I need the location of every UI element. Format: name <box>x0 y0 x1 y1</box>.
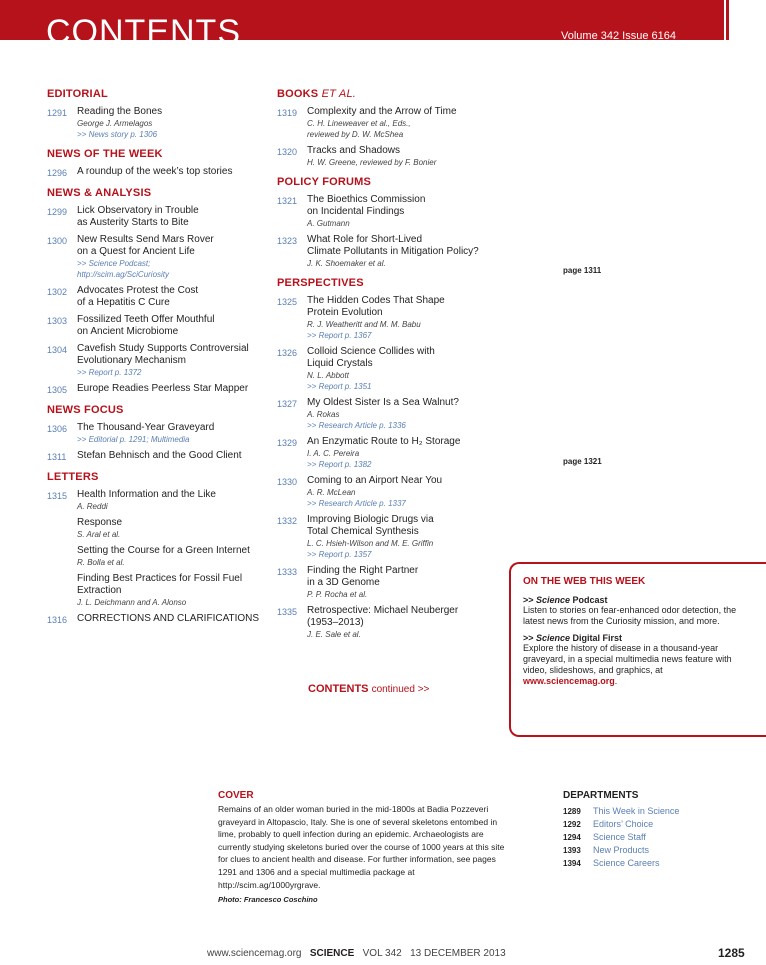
entry-author: R. J. Weatheritt and M. M. Babu <box>307 320 421 329</box>
entry-author-line2: reviewed by D. W. McShea <box>307 130 404 139</box>
entry-cross-reference[interactable]: >> Research Article p. 1337 <box>307 499 406 508</box>
toc-section <box>47 148 262 179</box>
middle-column <box>277 88 507 648</box>
department-label: Editors’ Choice <box>593 819 654 829</box>
entry-body <box>77 314 262 338</box>
entry-title-line2: Protein Evolution <box>307 307 383 318</box>
section-heading <box>277 88 507 100</box>
entry-title-line2: Total Chemical Synthesis <box>307 526 419 537</box>
photo-caption-page-1321: page 1321 <box>563 457 602 466</box>
web-item-title <box>523 633 756 643</box>
web-item-italic: Science <box>536 633 571 643</box>
page-number: 1285 <box>718 946 745 960</box>
entry-author: L. C. Hsieh-Wilson and M. E. Griffin <box>307 539 434 548</box>
entry-title: New Results Send Mars Rover <box>77 234 214 245</box>
entry-body <box>307 194 507 229</box>
web-item-body-text: Explore the history of disease in a thousand-year graveyard, in a special multimedia news feature with video, slideshows, and graphics, at <box>523 643 732 675</box>
entry-author: R. Bolla et al. <box>77 558 125 567</box>
photo-caption-page-1311: page 1311 <box>563 266 602 275</box>
section-heading <box>47 148 262 160</box>
entry-page-number: 1319 <box>277 108 298 118</box>
entry-body <box>307 106 507 140</box>
entry-body <box>77 450 262 463</box>
entry-body <box>307 475 507 509</box>
toc-entry[interactable] <box>47 545 262 568</box>
toc-section <box>47 471 262 626</box>
department-item[interactable] <box>563 857 753 870</box>
entry-page-number: 1304 <box>47 345 68 355</box>
cover-photo-credit: Photo: Francesco Coschino <box>218 895 318 905</box>
toc-entry[interactable] <box>47 383 262 396</box>
entry-title: What Role for Short-Lived <box>307 234 423 245</box>
entry-title: Complexity and the Arrow of Time <box>307 106 457 117</box>
web-item-title-text: Digital First <box>570 633 623 643</box>
entry-body <box>77 613 262 626</box>
entry-title: Setting the Course for a Green Internet <box>77 545 250 556</box>
toc-entry[interactable] <box>277 106 507 140</box>
section-heading-em: ET AL. <box>321 88 357 100</box>
entry-title: Improving Biologic Drugs via <box>307 514 434 525</box>
entry-page-number: 1302 <box>47 287 68 297</box>
entry-author: A. R. McLean <box>307 488 356 497</box>
entry-cross-reference[interactable]: >> Science Podcast; <box>77 259 151 268</box>
on-the-web-heading: ON THE WEB THIS WEEK <box>523 576 646 587</box>
entry-title-line2: Liquid Crystals <box>307 358 373 369</box>
section-heading-text: NEWS OF THE WEEK <box>47 148 163 160</box>
department-item[interactable] <box>563 818 753 831</box>
entry-author: I. A. C. Pereira <box>307 449 360 458</box>
entry-author: J. L. Deichmann and A. Alonso <box>77 598 187 607</box>
entry-title: An Enzymatic Route to H₂ Storage <box>307 436 461 447</box>
entry-body <box>307 605 507 640</box>
entry-title: Tracks and Shadows <box>307 145 401 156</box>
entry-body <box>307 514 507 560</box>
entry-page-number: 1296 <box>47 168 68 178</box>
department-page: 1292 <box>563 820 581 829</box>
section-heading <box>277 176 507 188</box>
entry-title: Stefan Behnisch and the Good Client <box>77 450 242 461</box>
entry-body <box>77 234 262 280</box>
entry-author: N. L. Abbott <box>307 371 349 380</box>
department-label: Science Careers <box>593 858 660 868</box>
department-item[interactable] <box>563 844 753 857</box>
on-the-web-box <box>509 562 766 737</box>
toc-entry[interactable] <box>47 106 262 140</box>
web-item-title-text: Podcast <box>570 595 608 605</box>
entry-body <box>307 234 507 269</box>
volume-issue: Volume 342 Issue 6164 <box>561 30 676 42</box>
toc-entry[interactable] <box>47 285 262 309</box>
entry-body <box>77 343 262 378</box>
section-heading-text: POLICY FORUMS <box>277 176 372 188</box>
department-page: 1394 <box>563 859 581 868</box>
entry-page-number: 1300 <box>47 236 68 246</box>
entry-title: Coming to an Airport Near You <box>307 475 443 486</box>
entry-cross-reference[interactable]: >> Report p. 1382 <box>307 460 372 469</box>
entry-page-number: 1306 <box>47 424 68 434</box>
entry-body <box>77 545 262 568</box>
contents-continued-label: CONTENTS <box>308 683 369 695</box>
entry-cross-reference[interactable]: >> News story p. 1306 <box>77 130 158 139</box>
entry-title-line2: of a Hepatitis C Cure <box>77 297 170 308</box>
departments-heading: DEPARTMENTS <box>563 790 639 801</box>
toc-entry[interactable] <box>47 314 262 338</box>
entry-author: P. P. Rocha et al. <box>307 590 368 599</box>
entry-author: J. K. Shoemaker et al. <box>307 259 386 268</box>
entry-page-number: 1327 <box>277 399 298 409</box>
entry-title: Reading the Bones <box>77 106 163 117</box>
department-item[interactable] <box>563 831 753 844</box>
toc-section <box>47 187 262 396</box>
entry-author: George J. Armelagos <box>77 119 153 128</box>
entry-author: S. Aral et al. <box>77 530 121 539</box>
entry-title: The Bioethics Commission <box>307 194 426 205</box>
toc-entry[interactable] <box>47 613 262 626</box>
toc-entry[interactable] <box>47 205 262 229</box>
toc-entry[interactable] <box>277 436 507 470</box>
entry-page-number: 1311 <box>47 452 67 462</box>
entry-author: A. Gutmann <box>307 219 350 228</box>
contents-continued-link[interactable] <box>308 683 429 695</box>
entry-title: Finding Best Practices for Fossil Fuel <box>77 573 243 584</box>
entry-page-number: 1333 <box>277 567 298 577</box>
department-label: This Week in Science <box>593 806 680 816</box>
web-item-podcast <box>523 595 756 627</box>
entry-body <box>77 205 262 229</box>
entry-title: My Oldest Sister Is a Sea Walnut? <box>307 397 459 408</box>
contents-continued-suffix: continued >> <box>371 684 430 695</box>
footer-volume: VOL 342 <box>362 948 402 959</box>
toc-entry[interactable] <box>47 489 262 512</box>
toc-section <box>277 88 507 168</box>
entry-title-line2: on a Quest for Ancient Life <box>77 246 195 257</box>
section-heading <box>277 277 507 289</box>
entry-page-number: 1330 <box>277 477 298 487</box>
entry-author: A. Rokas <box>307 410 340 419</box>
entry-body <box>77 285 262 309</box>
entry-title: Cavefish Study Supports Controversial <box>77 343 249 354</box>
web-item-body: Listen to stories on fear-enhanced odor detection, the latest news from the Curiosity mission, and more. <box>523 605 737 626</box>
entry-page-number: 1315 <box>47 491 68 501</box>
entry-page-number: 1303 <box>47 316 68 326</box>
entry-body <box>77 573 262 608</box>
entry-page-number: 1326 <box>277 348 298 358</box>
toc-entry[interactable] <box>277 234 507 269</box>
entry-title-line2: on Incidental Findings <box>307 206 405 217</box>
entry-page-number: 1316 <box>47 615 68 625</box>
footer-journal: SCIENCE <box>309 948 355 959</box>
entry-title: A roundup of the week’s top stories <box>77 166 233 177</box>
department-item[interactable] <box>563 805 753 818</box>
web-item-prefix: >> <box>523 633 537 643</box>
section-heading-text: EDITORIAL <box>47 88 108 100</box>
entry-title-line2: Evolutionary Mechanism <box>77 355 186 366</box>
entry-body <box>307 565 507 600</box>
entry-author: A. Reddi <box>77 502 108 511</box>
cover-heading: COVER <box>218 790 254 801</box>
entry-title-line2: on Ancient Microbiome <box>77 326 179 337</box>
entry-page-number: 1320 <box>277 147 298 157</box>
entry-body <box>77 422 262 445</box>
department-page: 1289 <box>563 807 581 816</box>
toc-entry[interactable] <box>47 166 262 179</box>
departments <box>563 790 753 870</box>
toc-entry[interactable] <box>277 145 507 168</box>
web-item-italic: Science <box>536 595 571 605</box>
toc-entry[interactable] <box>277 194 507 229</box>
toc-entry[interactable] <box>47 422 262 445</box>
toc-entry[interactable] <box>47 573 262 608</box>
entry-cross-reference[interactable]: >> Research Article p. 1336 <box>307 421 406 430</box>
entry-page-number: 1325 <box>277 297 298 307</box>
entry-title-line2: Extraction <box>77 585 122 596</box>
section-heading-text: LETTERS <box>47 471 99 483</box>
cover-text: Remains of an older woman buried in the mid-1800s at Badia Pozzeveri graveyard in Altopascio, Italy. She is one of several skeletons entombed in lime, probably to quell infection during an epidemic. Archaeologists are currently studying skeletons buried over the course of 1000 years at this site for clues to ancient health and disease. For further information, see pages 1291 and 1306 and a special multimedia package at http://scim.ag/1000yrgrave. <box>218 804 505 890</box>
web-item-title <box>523 595 756 605</box>
entry-page-number: 1335 <box>277 607 298 617</box>
department-label: New Products <box>593 845 650 855</box>
entry-body <box>307 346 507 392</box>
department-page: 1393 <box>563 846 581 855</box>
entry-page-number: 1291 <box>47 108 68 118</box>
toc-entry[interactable] <box>277 565 507 600</box>
entry-page-number: 1305 <box>47 385 68 395</box>
entry-title-line2: as Austerity Starts to Bite <box>77 217 189 228</box>
section-heading-text: NEWS FOCUS <box>47 404 124 416</box>
entry-title: Retrospective: Michael Neuberger <box>307 605 459 616</box>
toc-entry[interactable] <box>277 346 507 392</box>
entry-cross-reference[interactable]: >> Report p. 1357 <box>307 550 372 559</box>
page-title: CONTENTS <box>46 13 241 51</box>
entry-cross-reference[interactable]: >> Editorial p. 1291; Multimedia <box>77 435 190 444</box>
entry-body <box>307 145 507 168</box>
entry-cross-reference[interactable]: >> Report p. 1351 <box>307 382 372 391</box>
entry-body <box>77 489 262 512</box>
toc-entry[interactable] <box>277 605 507 640</box>
web-item-url-suffix: . <box>614 676 618 686</box>
entry-author: H. W. Greene, reviewed by F. Bonier <box>307 158 437 167</box>
section-heading <box>47 88 262 100</box>
entry-body <box>307 436 507 470</box>
section-heading <box>47 404 262 416</box>
section-heading <box>47 187 262 199</box>
entry-title: Advocates Protest the Cost <box>77 285 199 296</box>
section-heading-text: BOOKS <box>277 88 319 100</box>
toc-section <box>47 404 262 463</box>
web-item-body <box>523 643 756 687</box>
toc-entry[interactable] <box>47 517 262 540</box>
entry-title-line2: (1953–2013) <box>307 617 364 628</box>
entry-title-line2: Climate Pollutants in Mitigation Policy? <box>307 246 479 257</box>
entry-title: The Hidden Codes That Shape <box>307 295 445 306</box>
toc-section <box>277 176 507 269</box>
department-label: Science Staff <box>593 832 646 842</box>
entry-cross-reference[interactable]: >> Report p. 1367 <box>307 331 372 340</box>
entry-cross-reference-line2[interactable]: http://scim.ag/SciCuriosity <box>77 270 170 279</box>
toc-section <box>277 277 507 640</box>
toc-entry[interactable] <box>277 514 507 560</box>
entry-page-number: 1332 <box>277 516 298 526</box>
left-column <box>47 88 262 634</box>
footer <box>207 948 506 959</box>
entry-page-number: 1321 <box>277 196 298 206</box>
entry-body <box>77 517 262 540</box>
section-heading-text: PERSPECTIVES <box>277 277 364 289</box>
sciencemag-link[interactable]: www.sciencemag.org <box>523 676 615 686</box>
entry-title-line2: in a 3D Genome <box>307 577 380 588</box>
toc-entry[interactable] <box>277 397 507 431</box>
entry-page-number <box>47 573 77 608</box>
toc-entry[interactable] <box>47 343 262 378</box>
toc-entry[interactable] <box>47 234 262 280</box>
section-heading-text: NEWS & ANALYSIS <box>47 187 152 199</box>
entry-body <box>77 383 262 396</box>
entry-title: Fossilized Teeth Offer Mouthful <box>77 314 215 325</box>
cover-description <box>218 790 508 904</box>
entry-title: The Thousand-Year Graveyard <box>77 422 215 433</box>
footer-site[interactable]: www.sciencemag.org <box>207 948 302 959</box>
entry-author: C. H. Lineweaver et al., Eds., <box>307 119 411 128</box>
entry-page-number: 1323 <box>277 236 298 246</box>
entry-author: J. E. Sale et al. <box>307 630 361 639</box>
entry-body <box>307 397 507 431</box>
entry-cross-reference[interactable]: >> Report p. 1372 <box>77 368 142 377</box>
entry-title: Colloid Science Collides with <box>307 346 435 357</box>
entry-body <box>307 295 507 341</box>
entry-title: Lick Observatory in Trouble <box>77 205 199 216</box>
entry-page-number <box>47 517 77 540</box>
footer-date: 13 DECEMBER 2013 <box>410 948 506 959</box>
entry-title: Finding the Right Partner <box>307 565 419 576</box>
toc-entry[interactable] <box>277 295 507 341</box>
entry-body <box>77 106 262 140</box>
toc-entry[interactable] <box>47 450 262 463</box>
entry-title: CORRECTIONS AND CLARIFICATIONS <box>77 613 260 624</box>
header-edge <box>726 0 729 40</box>
entry-page-number: 1329 <box>277 438 298 448</box>
department-page: 1294 <box>563 833 581 842</box>
entry-page-number <box>47 545 77 568</box>
entry-title: Europe Readies Peerless Star Mapper <box>77 383 249 394</box>
entry-title: Health Information and the Like <box>77 489 216 500</box>
entry-body <box>77 166 262 179</box>
departments-list <box>563 805 753 870</box>
web-item-prefix: >> <box>523 595 537 605</box>
web-item-digital-first <box>523 633 756 687</box>
section-heading <box>47 471 262 483</box>
toc-entry[interactable] <box>277 475 507 509</box>
entry-page-number: 1299 <box>47 207 68 217</box>
entry-title: Response <box>77 517 123 528</box>
toc-section <box>47 88 262 140</box>
